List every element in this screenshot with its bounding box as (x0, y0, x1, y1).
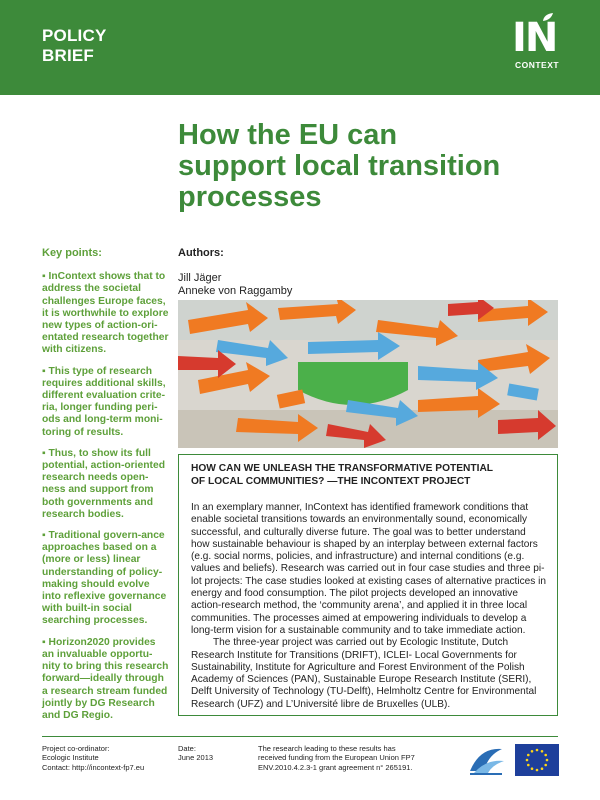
footer-divider (42, 736, 558, 737)
key-point-item: ▪ Thus, to show its full potential, action-oriented research needs open-ness and support from both governments and research bodies. (42, 447, 165, 520)
box-paragraph: The three-year project was carried out by Ecologic Institute, Dutch Research Institute for Transitions (DRIFT), ICLEI- Local Governments for Sustainability, Institute for Agriculture and Forest Environment of the Polish Academy of Sciences (PAN), Sustainable Europe Research Institute (SERI), Delft University of Technology (TU-Delft), Helmholtz Centre for Environmental Research (UFZ) and L’Université libre de Bruxelles (ULB). (191, 637, 537, 710)
footer-date (178, 744, 238, 763)
box-paragraph: In an exemplary manner, InContext has identified framework conditions that enable societal transitions towards an environmentally sound, economically successful, and culturally diverse future. The goal was to better understand how sustainable behaviour is shaped by an interplay between external factors (e.g. social norms, policies, and infrastructure) and internal conditions (e.g. values and beliefs). Research was carried out in four case studies and three pi-lot projects: The case studies looked at existing cases of alternative practices in energy and food consumption. The pilot projects developed an innovative action-research method, the ‘community arena’, and applied it in three local communities. The processes aimed at empowering individuals to develop a long-term vision for a sustainable community and to take immediate action. (191, 502, 546, 636)
header-bar (0, 0, 600, 95)
logo-sub-text: CONTEXT (514, 60, 560, 70)
key-point-item: ▪ InContext shows that to address the societal challenges Europe faces, it is worthwhile to explore new types of action-ori-entated research together with citizens. (42, 271, 169, 356)
title-line-3: processes (178, 181, 322, 213)
title-line-2: support local transition (178, 150, 501, 182)
title-line-1: How the EU can (178, 119, 398, 151)
author-name: Jill Jäger (178, 272, 222, 284)
footer-funding (258, 744, 448, 772)
box-body (191, 502, 547, 711)
box-heading-line-2: OF LOCAL COMMUNITIES? —THE INCONTEXT PROJECT (191, 475, 471, 487)
key-points-column (42, 247, 170, 731)
incontext-logo (508, 12, 566, 80)
page-title (178, 120, 558, 213)
box-heading (191, 463, 547, 488)
policy-brief-label (42, 26, 107, 66)
eu-flag-icon (515, 744, 559, 776)
fp7-logo-icon (466, 743, 506, 777)
workshop-photo (178, 300, 558, 448)
authors-section (178, 247, 292, 298)
incontext-project-box (178, 454, 558, 716)
footer-coordinator (42, 744, 162, 772)
policy-label: POLICY (42, 26, 107, 45)
date-value: June 2013 (178, 753, 214, 763)
funding-line: The research leading to these results has (258, 744, 396, 753)
key-point-item: ▪ Traditional govern-ance approaches based on a (more or less) linear understanding of policy-making should evolve into reflexive governance with built-in social searching processes. (42, 530, 167, 627)
key-point-item: ▪ Horizon2020 provides an invaluable opportu-nity to bring this research forward—ideally through a research stream funded jointly by DG Research and DG Regio. (42, 636, 169, 721)
date-label: Date: (178, 744, 196, 753)
contact-link[interactable]: Contact: http://incontext-fp7.eu (42, 762, 145, 772)
sticky-notes-image (178, 300, 558, 448)
box-heading-line-1: HOW CAN WE UNLEASH THE TRANSFORMATIVE POTENTIAL (191, 463, 494, 474)
key-points-heading: Key points: (42, 247, 102, 259)
key-point-item: ▪ This type of research requires additional skills, different evaluation crite-ria, longer funding peri-ods and long-term moni-toring of results. (42, 365, 166, 438)
coordinator-name: Ecologic Institute (42, 753, 99, 763)
logo-main-text: IN (512, 15, 557, 61)
authors-heading: Authors: (178, 247, 224, 259)
funding-line: received funding from the European Union FP7 (258, 753, 415, 763)
coordinator-label: Project co-ordinator: (42, 744, 110, 753)
author-name: Anneke von Raggamby (178, 285, 293, 297)
funding-line: ENV.2010.4.2.3-1 grant agreement n° 265191. (258, 762, 413, 772)
brief-label: BRIEF (42, 46, 94, 65)
